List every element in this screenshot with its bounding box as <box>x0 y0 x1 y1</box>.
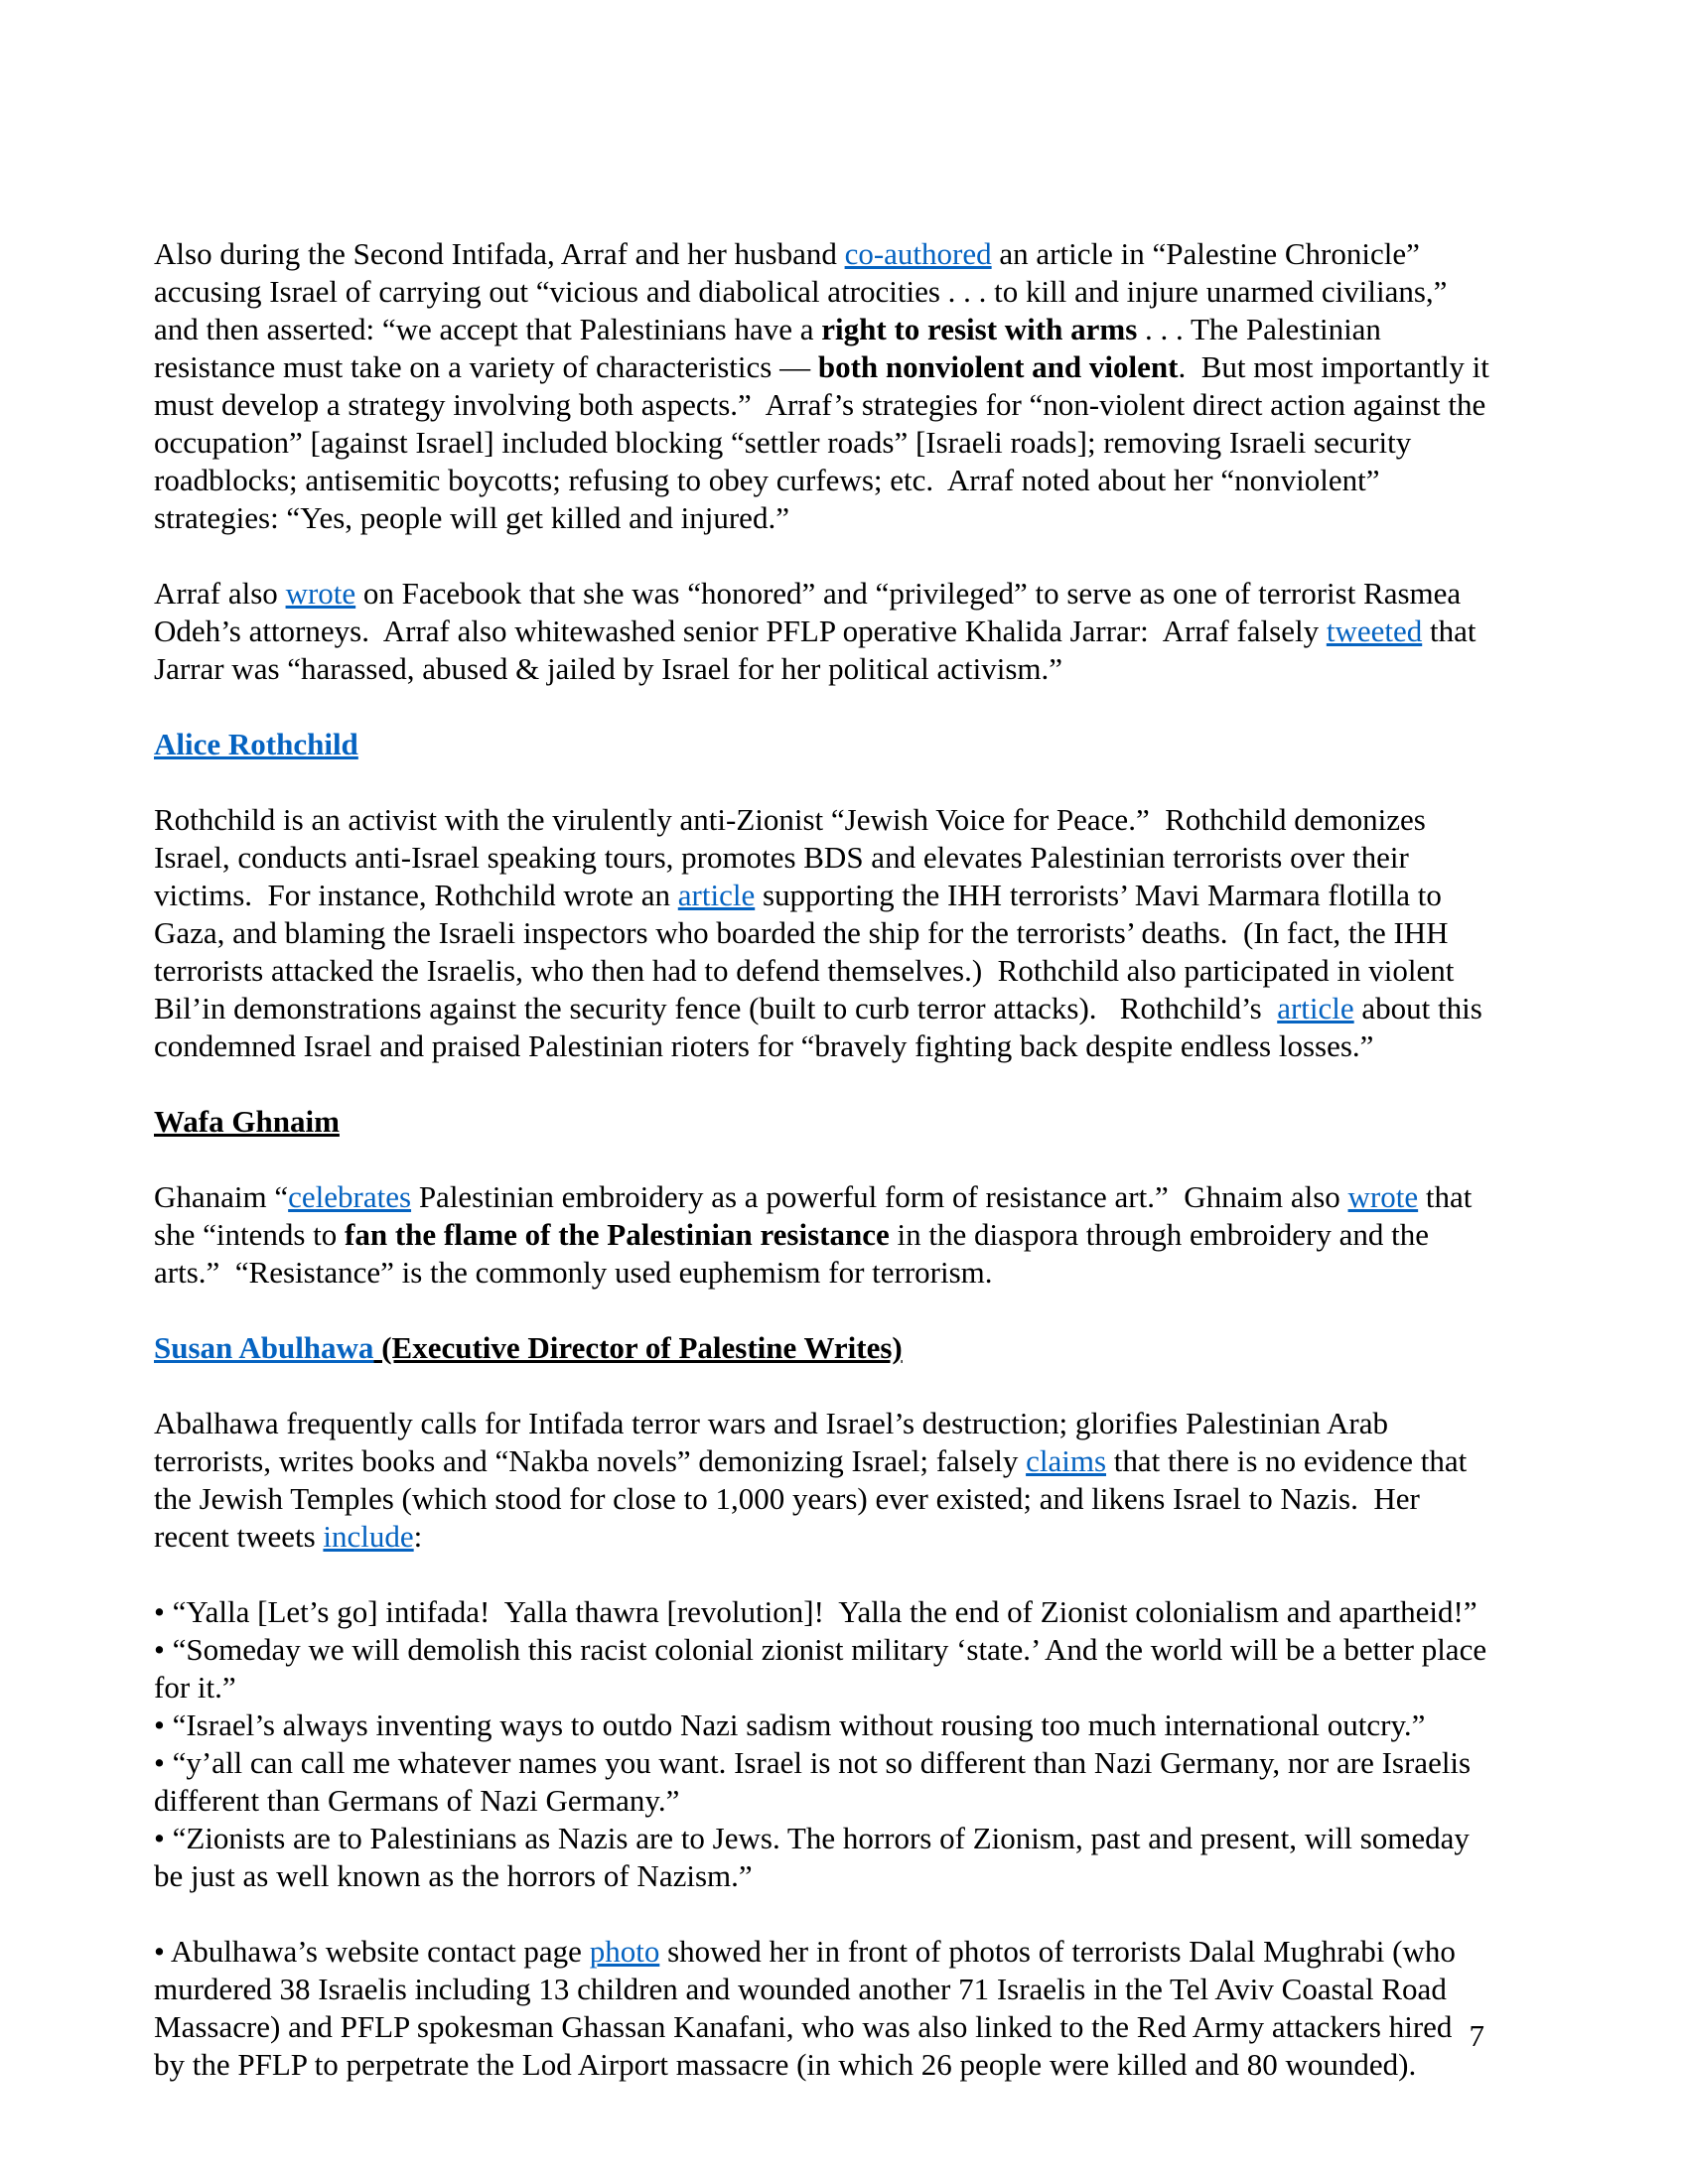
text-segment: • “Israel’s always inventing ways to outdo Nazi sadism without rousing too much international outcry.” <box>154 1707 1426 1742</box>
text-segment: • “Zionists are to Palestinians as Nazis are to Jews. The horrors of Zionism, past and present, will someday be just as well known as the horrors of Nazism.” <box>154 1821 1477 1893</box>
link-celebrates[interactable]: celebrates <box>288 1179 412 1214</box>
document-body <box>154 235 1497 2121</box>
link-article-mavi-marmara[interactable]: article <box>677 878 756 912</box>
bullet-tweet-yalla <box>154 1593 1489 1631</box>
heading-wafa-ghnaim <box>154 1103 1489 1141</box>
text-segment: that Jarrar was “harassed, abused & jailed by Israel for her political activism.” <box>154 614 1484 686</box>
text-segment: • “Someday we will demolish this racist colonial zionist military ‘state.’ And the world will be a better place for it.” <box>154 1632 1494 1705</box>
link-include[interactable]: include <box>323 1519 414 1554</box>
bullet-tweet-someday <box>154 1631 1494 1706</box>
text-segment: . But most importantly it must develop a strategy involving both aspects.” Arraf’s strategies for “non-violent direct action against the occupation” [against Israel] included blocking “settler roads” [Israeli roads]; removing Israeli security roadblocks; antisemitic boycotts; refusing to obey curfews; etc. Arraf noted about her “nonviolent” strategies: “Yes, people will get killed and injured.” <box>154 349 1497 535</box>
link-claims[interactable]: claims <box>1026 1443 1107 1478</box>
para-arraf-article <box>154 235 1497 537</box>
text-segment: that there is no evidence that the Jewish Temples (which stood for close to 1,000 years) ever existed; and likens Israel to Nazis. Her recent tweets <box>154 1443 1476 1554</box>
bullet-tweet-yall <box>154 1744 1489 1820</box>
bullet-tweet-zionists <box>154 1820 1489 1895</box>
text-segment: • Abulhawa’s website contact page <box>154 1934 590 1969</box>
text-segment: . . . The Palestinian resistance must take on a variety of characteristics — <box>154 312 1389 384</box>
link-article-bilin[interactable]: article <box>1277 991 1354 1025</box>
text-segment: about this condemned Israel and praised Palestinian rioters for “bravely fighting back despite endless losses.” <box>154 991 1490 1063</box>
text-segment: showed her in front of photos of terrorists Dalal Mughrabi (who murdered 38 Israelis including 13 children and wounded another 71 Israelis in the Tel Aviv Coastal Road Massacre) and PFLP spokesman Ghassan Kanafani, who was also linked to the Red Army attackers hired by the PFLP to perpetrate the Lod Airport massacre (in which 26 people were killed and 80 wounded). <box>154 1934 1464 2082</box>
text-segment: Rothchild is an activist with the virulently anti-Zionist “Jewish Voice for Peace.” Rothchild demonizes Israel, conducts anti-Israel speaking tours, promotes BDS and elevates Palestinian terrorists over their victims. For instance, Rothchild wrote an <box>154 802 1434 912</box>
para-arraf-facebook <box>154 575 1489 688</box>
heading-link-alice-rothchild[interactable]: Alice Rothchild <box>154 727 358 761</box>
heading-susan-abulhawa <box>154 1329 1489 1367</box>
text-segment: • “Yalla [Let’s go] intifada! Yalla thawra [revolution]! Yalla the end of Zionist colonialism and apartheid!” <box>154 1594 1477 1629</box>
heading-link-susan-abulhawa[interactable]: Susan Abulhawa <box>154 1330 374 1365</box>
bullet-website-photo <box>154 1933 1489 2084</box>
text-segment: Arraf also <box>154 576 286 611</box>
heading-alice-rothchild <box>154 726 1489 763</box>
text-segment: (Executive Director of Palestine Writes) <box>373 1330 903 1365</box>
para-rothchild <box>154 801 1489 1065</box>
text-segment: both nonviolent and violent <box>817 349 1179 384</box>
para-ghnaim <box>154 1178 1489 1292</box>
link-wrote-facebook[interactable]: wrote <box>285 576 356 611</box>
link-photo[interactable]: photo <box>589 1934 660 1969</box>
text-segment: an article in “Palestine Chronicle” accusing Israel of carrying out “vicious and diabolical atrocities . . . to kill and injure unarmed civilians,” and then asserted: “we accept that Palestinians have a <box>154 236 1456 346</box>
text-segment: Ghanaim “ <box>154 1179 289 1214</box>
text-segment: Palestinian embroidery as a powerful form of resistance art.” Ghnaim also <box>411 1179 1348 1214</box>
text-segment: that she “intends to <box>154 1179 1480 1252</box>
text-segment: supporting the IHH terrorists’ Mavi Marmara flotilla to Gaza, and blaming the Israeli inspectors who boarded the ship for the terrorists’ deaths. (In fact, the IHH terrorists attacked the Israelis, who then had to defend themselves.) Rothchild also participated in violent Bil’in demonstrations against the security fence (built to curb terror attacks). Rothchild’s <box>154 878 1463 1025</box>
para-abulhawa <box>154 1405 1489 1556</box>
text-segment: in the diaspora through embroidery and the arts.” “Resistance” is the commonly used euphemism for terrorism. <box>154 1217 1437 1290</box>
text-segment: Wafa Ghnaim <box>154 1104 340 1139</box>
link-co-authored[interactable]: co-authored <box>844 236 992 271</box>
text-segment: fan the flame of the Palestinian resistance <box>345 1217 890 1252</box>
link-wrote-ghnaim[interactable]: wrote <box>1347 1179 1419 1214</box>
text-segment: • “y’all can call me whatever names you want. Israel is not so different than Nazi Germany, nor are Israelis different than Germans of Nazi Germany.” <box>154 1745 1478 1818</box>
text-segment: Abalhawa frequently calls for Intifada terror wars and Israel’s destruction; glorifies Palestinian Arab terrorists, writes books and “Nakba novels” demonizing Israel; falsely <box>154 1406 1396 1478</box>
page-number: 7 <box>1469 2018 1484 2053</box>
text-segment: : <box>413 1519 423 1554</box>
link-tweeted[interactable]: tweeted <box>1326 614 1423 648</box>
bullet-tweet-israels-always <box>154 1706 1489 1744</box>
text-segment: Also during the Second Intifada, Arraf and her husband <box>154 236 845 271</box>
text-segment: on Facebook that she was “honored” and “privileged” to serve as one of terrorist Rasmea Odeh’s attorneys. Arraf also whitewashed senior PFLP operative Khalida Jarrar: Arraf falsely <box>154 576 1469 648</box>
text-segment: right to resist with arms <box>821 312 1138 346</box>
